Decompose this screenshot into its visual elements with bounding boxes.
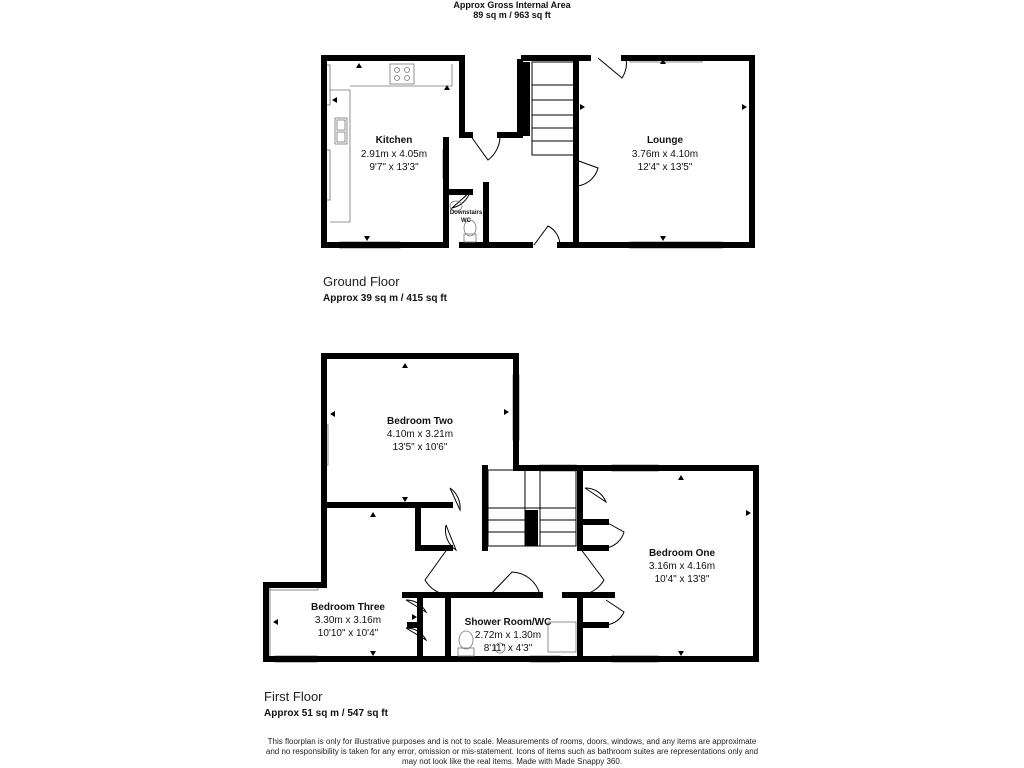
kitchen-imperial: 9'7" x 13'3" bbox=[369, 162, 419, 173]
disclaimer-line-1: This floorplan is only for illustrative purposes and is not to scale. Measurements of rooms, doors, windows, and any items are approximate bbox=[267, 737, 757, 746]
shower-room-metric: 2.72m x 1.30m bbox=[474, 630, 542, 641]
bedroom-three-metric: 3.30m x 3.16m bbox=[314, 615, 382, 626]
gross-area-title: Approx Gross Internal Area bbox=[453, 0, 571, 10]
gross-area-value: 89 sq m / 963 sq ft bbox=[473, 10, 551, 20]
ground-floor-area: Approx 39 sq m / 415 sq ft bbox=[323, 293, 447, 304]
bedroom-one-imperial: 10'4" x 13'8" bbox=[654, 574, 710, 585]
bedroom-three-label: Bedroom Three bbox=[311, 602, 385, 613]
lounge-metric: 3.76m x 4.10m bbox=[631, 149, 699, 160]
bedroom-three-imperial: 10'10" x 10'4" bbox=[317, 628, 379, 639]
wc-label-line2: WC bbox=[461, 218, 471, 224]
disclaimer-line-2: and no responsibility is taken for any error, omission or mis-statement. Icons of items such as bathroom suites are representations only and bbox=[265, 747, 759, 756]
disclaimer-line-3: may not look like the real items. Made with Made Snappy 360. bbox=[401, 757, 623, 766]
lounge-imperial: 12'4" x 13'5" bbox=[637, 162, 693, 173]
first-floor-plan bbox=[264, 356, 756, 662]
first-floor-area: Approx 51 sq m / 547 sq ft bbox=[264, 708, 388, 719]
lounge-label: Lounge bbox=[646, 135, 684, 146]
kitchen-metric: 2.91m x 4.05m bbox=[360, 149, 428, 160]
shower-room-label: Shower Room/WC bbox=[464, 617, 552, 628]
disclaimer bbox=[240, 737, 784, 767]
ground-floor-plan bbox=[324, 56, 752, 248]
bedroom-two-metric: 4.10m x 3.21m bbox=[386, 429, 454, 440]
shower-room-imperial: 8'11" x 4'3" bbox=[483, 643, 533, 654]
kitchen-label: Kitchen bbox=[375, 135, 413, 146]
first-floor-title: First Floor bbox=[264, 689, 323, 704]
wc-label-line1: Downstairs bbox=[449, 210, 483, 216]
bedroom-one-metric: 3.16m x 4.16m bbox=[648, 561, 716, 572]
bedroom-one-label: Bedroom One bbox=[648, 548, 716, 559]
bedroom-two-imperial: 13'5" x 10'6" bbox=[392, 442, 448, 453]
ground-floor-title: Ground Floor bbox=[323, 274, 400, 289]
bedroom-two-label: Bedroom Two bbox=[387, 416, 453, 427]
